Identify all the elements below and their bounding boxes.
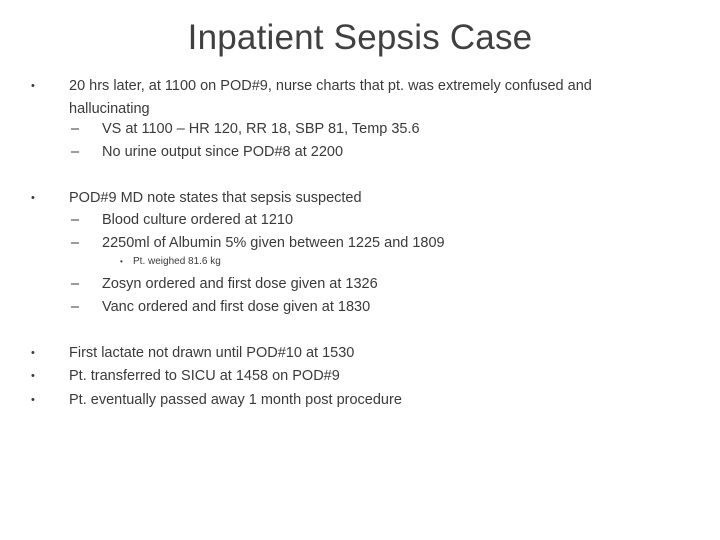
bullet-text: Pt. transferred to SICU at 1458 on POD#9 [69,368,340,384]
sub-bullet-text: No urine output since POD#8 at 2200 [102,144,344,160]
bullet-text: POD#9 MD note states that sepsis suspected [69,190,362,206]
bullet-icon: • [31,370,35,382]
dash-icon: – [71,235,80,251]
sub-bullet-text: Vanc ordered and first dose given at 1830 [102,299,371,315]
sub-bullet-text: 2250ml of Albumin 5% given between 1225 and 1809 [102,235,445,251]
dash-icon: – [71,276,80,292]
bullet-icon: • [120,257,123,266]
sub-bullet-text: Blood culture ordered at 1210 [102,212,294,228]
sub-bullet-text: Zosyn ordered and first dose given at 1326 [102,276,378,292]
dash-icon: – [71,299,80,315]
bullet-text: 20 hrs later, at 1100 on POD#9, nurse charts that pt. was extremely confused and hallucinating [69,78,592,117]
slide-title: Inpatient Sepsis Case [187,18,533,57]
sub-sub-bullet-text: Pt. weighed 81.6 kg [133,256,221,267]
bullet-icon: • [31,394,35,406]
dash-icon: – [71,212,80,228]
bullet-icon: • [31,347,35,359]
bullet-text: Pt. eventually passed away 1 month post procedure [69,392,402,408]
sub-bullet-text: VS at 1100 – HR 120, RR 18, SBP 81, Temp 35.6 [102,121,420,137]
bullet-text: First lactate not drawn until POD#10 at 1530 [69,345,355,361]
dash-icon: – [71,121,80,137]
bullet-icon: • [31,80,35,92]
bullet-icon: • [31,192,35,204]
dash-icon: – [71,144,80,160]
